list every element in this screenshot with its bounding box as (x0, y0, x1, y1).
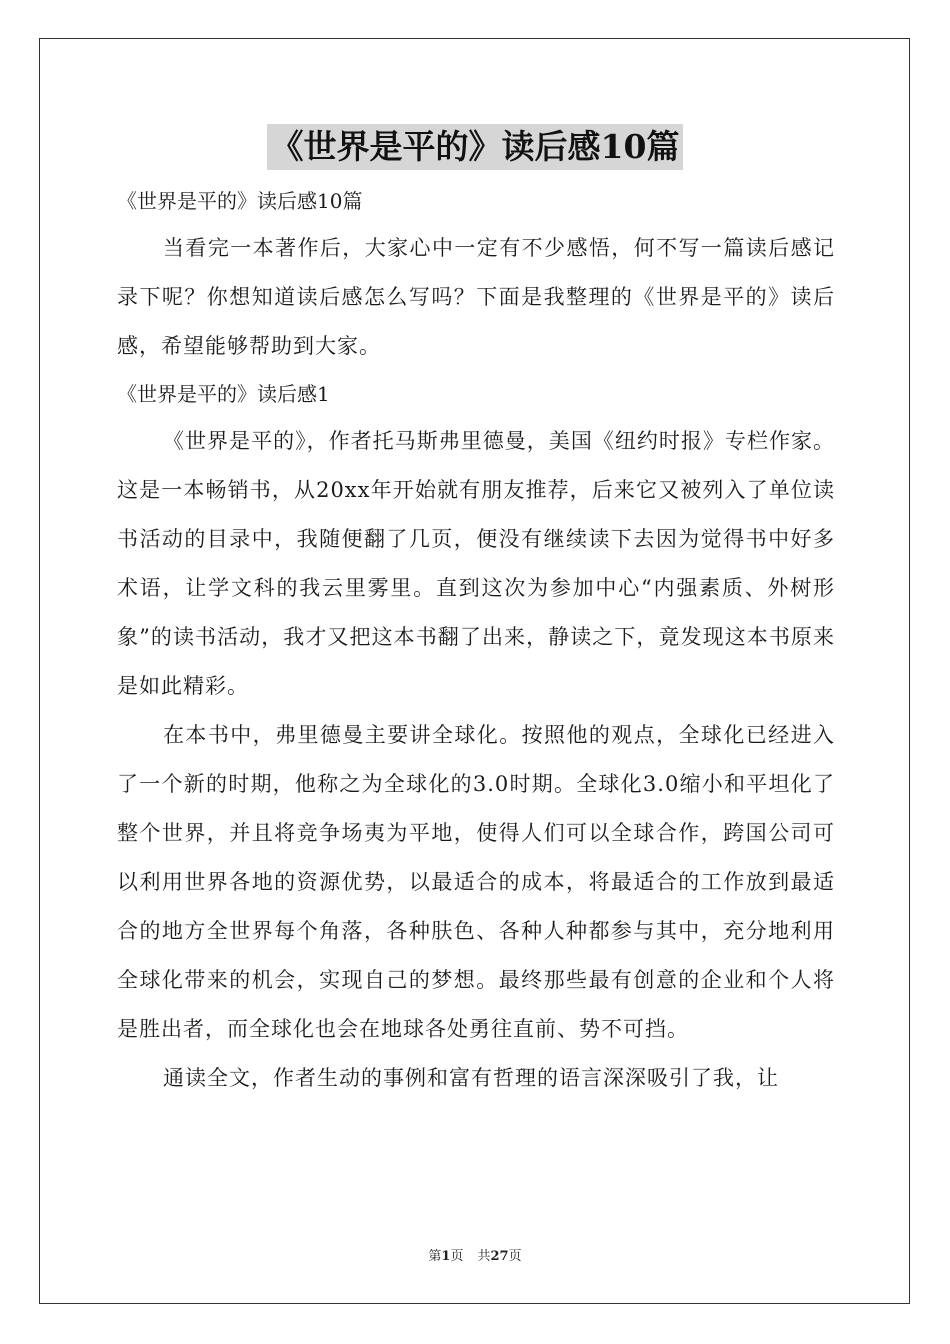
body-paragraph-3: 通读全文，作者生动的事例和富有哲理的语言深深吸引了我，让 (163, 1066, 779, 1090)
body-paragraph-2: 在本书中，弗里德曼主要讲全球化。按照他的观点，全球化已经进入了一个新的时期，他称之为全球化的3.0时期。全球化3.0缩小和平坦化了整个世界，并且将竞争场夷为平地，使得人们可以全球合作，跨国公司可以利用世界各地的资源优势，以最适合的成本，将最适合的工作放到最适合的地方全世界每个角落，各种肤色、各种人种都参与其中，充分地利用全球化带来的机会，实现自己的梦想。最终那些最有创意的企业和个人将是胜出者，而全球化也会在地球各处勇往直前、势不可挡。 (117, 723, 835, 1041)
page-number: 1 (441, 1249, 451, 1264)
intro-paragraph: 当看完一本著作后，大家心中一定有不少感悟，何不写一篇读后感记录下呢？你想知道读后感怎么写吗？下面是我整理的《世界是平的》读后感，希望能够帮助到大家。 (117, 236, 835, 358)
total-prefix: 共 (477, 1249, 491, 1264)
section-heading-1: 《世界是平的》读后感1 (117, 382, 330, 406)
document-body (117, 178, 835, 1103)
subtitle-heading: 《世界是平的》读后感10篇 (117, 189, 363, 213)
document-title: 《世界是平的》读后感10篇 (267, 124, 684, 170)
title-container (0, 124, 950, 170)
page-footer (0, 1245, 950, 1264)
page-suffix: 页 (450, 1249, 464, 1264)
body-paragraph-1: 《世界是平的》，作者托马斯弗里德曼，美国《纽约时报》专栏作家。这是一本畅销书，从20xx年开始就有朋友推荐，后来它又被列入了单位读书活动的目录中，我随便翻了几页，便没有继续读下去因为觉得书中好多术语，让学文科的我云里雾里。直到这次为参加中心“内强素质、外树形象”的读书活动，我才又把这本书翻了出来，静读之下，竟发现这本书原来是如此精彩。 (117, 429, 835, 698)
total-pages: 27 (490, 1249, 509, 1264)
total-suffix: 页 (508, 1249, 522, 1264)
page-prefix: 第 (428, 1249, 442, 1264)
